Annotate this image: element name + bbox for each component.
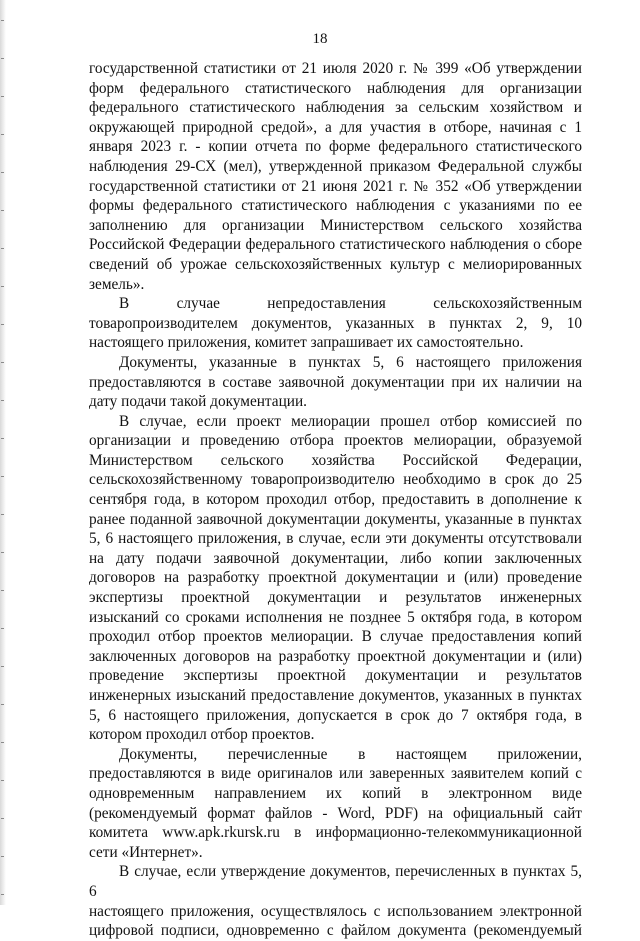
text-line: Документы, указанные в пунктах 5, 6 настоящего приложения (119, 353, 582, 371)
scan-tick (1, 248, 4, 249)
scan-tick (1, 96, 4, 97)
text-line: проходил отбор проектов мелиорации. В случае предоставления копий (89, 628, 582, 646)
scan-tick (1, 172, 4, 173)
text-line: земель». (89, 275, 145, 293)
text-line: 5, 6 настоящего приложения, допускается в срок до 7 октября года, в (89, 706, 582, 724)
text-line: товаропроизводителем документов, указанных в пунктах 2, 9, 10 (89, 314, 582, 332)
scan-tick (1, 818, 4, 819)
scan-tick (1, 476, 4, 477)
text-line: предоставляются в составе заявочной документации при их наличии на (89, 373, 582, 391)
scan-edge (0, 0, 6, 905)
text-line: настоящего приложения, осуществлялось с использованием электронной (89, 902, 582, 920)
scan-tick (1, 704, 4, 705)
text-line: наблюдения 29-СХ (мел), утвержденной приказом Федеральной службы (89, 157, 582, 175)
document-body (89, 59, 582, 941)
scan-tick (1, 552, 4, 553)
text-line: окружающей природной средой», а для участия в отборе, начиная с 1 (89, 118, 582, 136)
text-line: дату подачи такой документации. (89, 393, 307, 411)
scan-tick (1, 324, 4, 325)
scan-tick (1, 400, 4, 401)
scan-tick (1, 856, 4, 857)
scan-tick (1, 286, 4, 287)
text-line: ранее поданной заявочной документации документы, указанные в пунктах (89, 510, 582, 528)
text-line: сельскохозяйственному товаропроизводителю необходимо в срок до 25 (89, 471, 582, 489)
text-line: на дату подачи заявочной документации, либо копии заключенных (89, 549, 582, 567)
scan-tick (1, 780, 4, 781)
text-line: сведений об урожае сельскохозяйственных культур с мелиорированных (89, 255, 582, 273)
scan-tick (1, 58, 4, 59)
text-line: января 2023 г. - копии отчета по форме федерального статистического (89, 138, 582, 156)
text-line: настоящего приложения, комитет запрашивает их самостоятельно. (89, 334, 524, 352)
text-line: котором проходил отбор проектов. (89, 726, 315, 744)
text-line: (рекомендуемый формат файлов - Word, PDF) на официальный сайт (89, 804, 582, 822)
text-line: сети «Интернет». (89, 843, 203, 861)
scan-tick (1, 362, 4, 363)
text-line: инженерных изысканий предоставление документов, указанных в пунктах (89, 687, 582, 704)
text-line: одновременным направлением их копий в электронном виде (89, 784, 582, 802)
text-line: Российской Федерации федерального статистического наблюдения о сборе (89, 236, 582, 254)
text-line: Документы, перечисленные в настоящем приложении, (119, 745, 582, 763)
scan-tick (1, 134, 4, 135)
scan-tick (1, 590, 4, 591)
text-line: комитета www.apk.rkursk.ru в информационно-телекоммуникационной (89, 824, 582, 842)
scan-tick (1, 628, 4, 629)
text-line: федерального статистического наблюдения за сельским хозяйством и (89, 99, 582, 117)
text-line: В случае непредоставления сельскохозяйственным (119, 295, 582, 313)
text-line: форм федерального статистического наблюдения для организации (89, 79, 582, 97)
text-line: заполнению для организации Министерством сельского хозяйства (89, 216, 582, 234)
text-line: 5, 6 настоящего приложения, в случае, если эти документы отсутствовали (89, 530, 582, 548)
scan-tick (1, 210, 4, 211)
text-line: договоров на разработку проектной документации и (или) проведение (89, 569, 582, 587)
page-number: 18 (312, 31, 328, 47)
text-line: заключенных договоров на разработку проектной документации и (или) (89, 647, 582, 665)
text-line: государственной статистики от 21 июня 2021 г. № 352 «Об утверждении (89, 177, 582, 195)
text-line: В случае, если утверждение документов, перечисленных в пунктах 5, 6 (89, 863, 582, 900)
text-line: сентября года, в котором проходил отбор, предоставить в дополнение к (89, 491, 582, 509)
text-line: предоставляются в виде оригиналов или заверенных заявителем копий с (89, 765, 582, 783)
scan-tick (1, 666, 4, 667)
scan-tick (1, 20, 4, 21)
scan-tick (1, 438, 4, 439)
text-line: проведение экспертизы проектной документации и результатов (89, 667, 582, 685)
scan-tick (1, 742, 4, 743)
text-line: цифровой подписи, одновременно с файлом документа (рекомендуемый (89, 922, 582, 940)
text-line: организации и проведению отбора проектов мелиорации, образуемой (89, 432, 582, 450)
text-line: экспертизы проектной документации и результатов инженерных (89, 589, 582, 607)
text-line: В случае, если проект мелиорации прошел отбор комиссией по (119, 412, 582, 430)
text-line: формы федерального статистического наблюдения с указаниями по ее (89, 197, 582, 215)
scan-tick (1, 894, 4, 895)
scan-tick (1, 514, 4, 515)
text-line: Министерством сельского хозяйства Российской Федерации, (89, 451, 582, 469)
text-line: изысканий со сроками исполнения не позднее 5 октября года, в котором (89, 608, 582, 626)
text-line: государственной статистики от 21 июля 2020 г. № 399 «Об утверждении (89, 60, 582, 77)
